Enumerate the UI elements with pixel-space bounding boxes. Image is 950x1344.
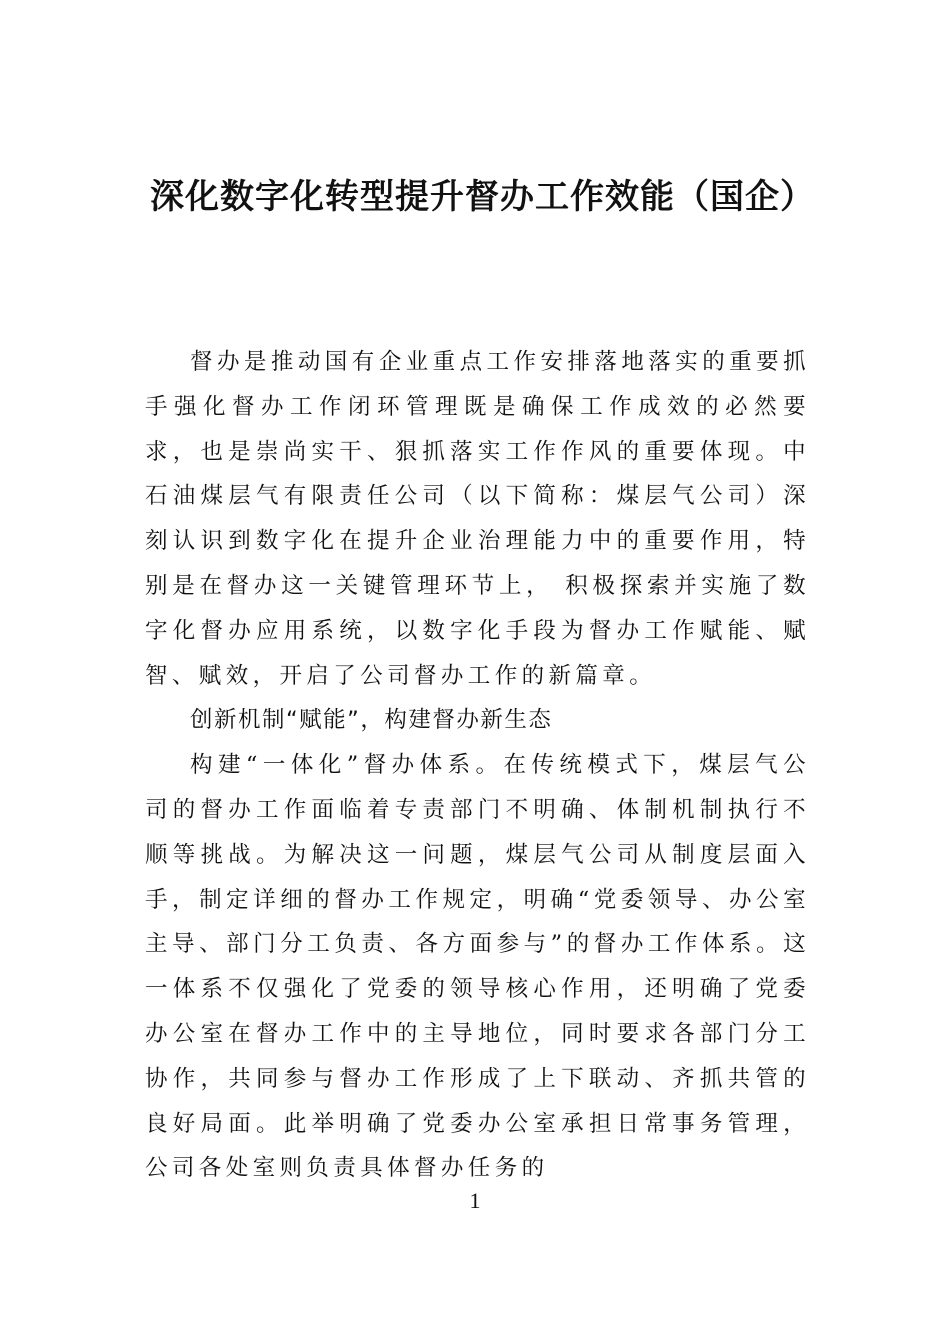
intro-paragraph: 督办是推动国有企业重点工作安排落地落实的重要抓手强化督办工作闭环管理既是确保工作成效的必然要求，也是崇尚实干、狠抓落实工作作风的重要体现。中石油煤层气有限责任公司（以下简称：煤层气公司）深刻认识到数字化在提升企业治理能力中的重要作用，特别是在督办这一关键管理环节上， 积极探索并实施了数字化督办应用系统，以数字化手段为督办工作赋能、赋智、赋效，开启了公司督办工作的新篇章。 xyxy=(145,349,810,689)
page-number: 1 xyxy=(469,1188,481,1213)
document-body xyxy=(145,340,810,1191)
section-heading: 创新机制“赋能”，构建督办新生态 xyxy=(190,707,553,734)
section-paragraph: 构建“一体化”督办体系。在传统模式下，煤层气公司的督办工作面临着专责部门不明确、体制机制执行不顺等挑战。为解决这一问题，煤层气公司从制度层面入手，制定详细的督办工作规定，明确“党委领导、办公室主导、部门分工负责、各方面参与”的督办工作体系。这一体系不仅强化了党委的领导核心作用，还明确了党委办公室在督办工作中的主导地位，同时要求各部门分工协作，共同参与督办工作形成了上下联动、齐抓共管的良好局面。此举明确了党委办公室承担日常事务管理，公司各处室则负责具体督办任务的 xyxy=(145,752,810,1182)
document-title: 深化数字化转型提升督办工作效能（国企） xyxy=(150,177,815,217)
